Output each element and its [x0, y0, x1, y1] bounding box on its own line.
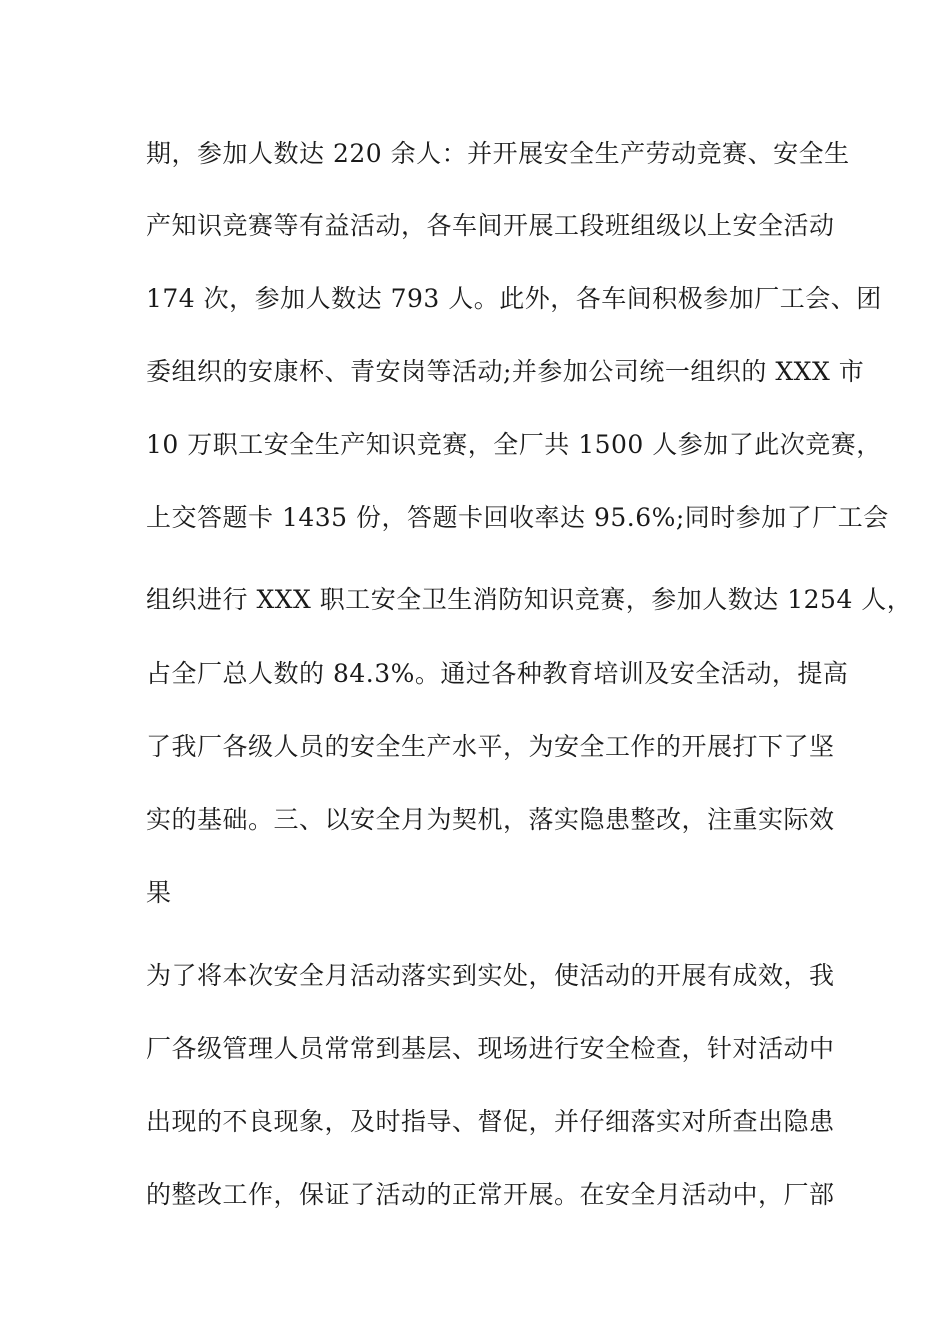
text-line: 委组织的安康杯、青安岗等活动;并参加公司统一组织的 XXX 市 [146, 357, 865, 386]
text-line: 为了将本次安全月活动落实到实处，使活动的开展有成效，我 [146, 961, 835, 990]
text-line: 上交答题卡 1435 份，答题卡回收率达 95.6%;同时参加了厂工会 [146, 503, 889, 532]
text-line: 厂各级管理人员常常到基层、现场进行安全检查，针对活动中 [146, 1034, 835, 1063]
text-line: 10 万职工安全生产知识竞赛，全厂共 1500 人参加了此次竞赛， [146, 430, 882, 459]
text-line: 实的基础。三、以安全月为契机，落实隐患整改，注重实际效 [146, 805, 835, 834]
text-line: 组织进行 XXX 职工安全卫生消防知识竞赛，参加人数达 1254 人， [146, 585, 913, 614]
text-line: 期，参加人数达 220 余人：并开展安全生产劳动竞赛、安全生 [146, 139, 850, 168]
text-line: 占全厂总人数的 84.3%。通过各种教育培训及安全活动，提高 [146, 659, 849, 688]
text-line: 出现的不良现象，及时指导、督促，并仔细落实对所查出隐患 [146, 1107, 835, 1136]
text-line: 了我厂各级人员的安全生产水平，为安全工作的开展打下了坚 [146, 732, 835, 761]
text-line: 果 [146, 878, 172, 907]
text-line: 产知识竞赛等有益活动，各车间开展工段班组级以上安全活动 [146, 211, 835, 240]
text-line: 174 次，参加人数达 793 人。此外，各车间积极参加厂工会、团 [146, 284, 882, 313]
text-line: 的整改工作，保证了活动的正常开展。在安全月活动中，厂部 [146, 1180, 835, 1209]
